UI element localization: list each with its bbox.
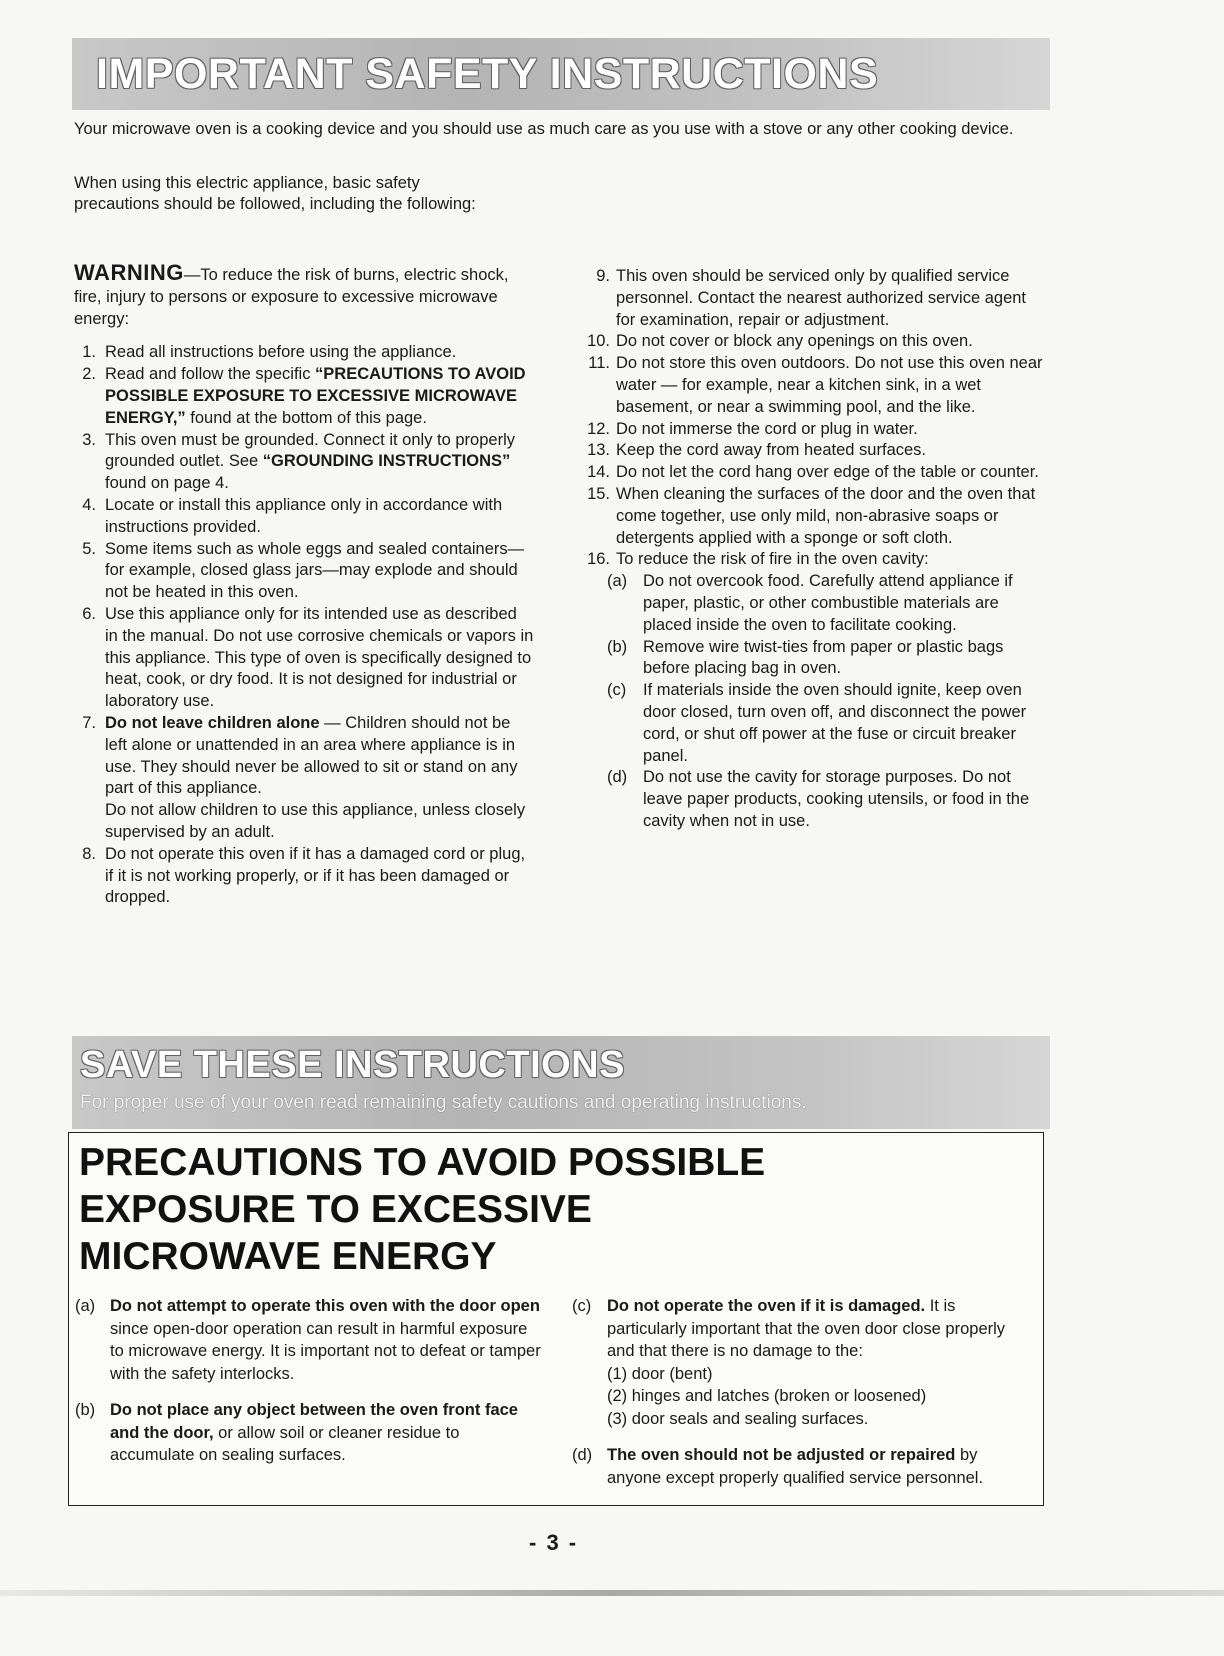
item-text: Some items such as whole eggs and sealed containers—for example, closed glass jars—may explode and should not be heated in this oven. xyxy=(105,539,525,602)
instruction-item-5 xyxy=(74,539,534,604)
item-number: 12. xyxy=(587,419,610,438)
precaution-letter: (b) xyxy=(75,1401,96,1419)
precautions-left-column xyxy=(75,1295,545,1481)
save-instructions-banner xyxy=(72,1036,1050,1129)
page-edge-divider xyxy=(0,1590,1224,1596)
damage-list xyxy=(607,1363,1032,1431)
item-text: Do not immerse the cord or plug in water. xyxy=(616,419,918,438)
precautions-box xyxy=(68,1132,1044,1506)
item-number: 6. xyxy=(82,604,96,623)
item-text: found on page 4. xyxy=(105,474,229,493)
item-text: When cleaning the surfaces of the door and the oven that come together, use only mild, non-abrasive soaps or detergents applied with a sponge or soft cloth. xyxy=(616,484,1036,547)
intro-paragraph-2: When using this electric appliance, basic safety precautions should be followed, including the following: xyxy=(74,174,476,213)
instruction-item-12 xyxy=(585,419,1047,441)
instruction-item-15 xyxy=(585,484,1047,549)
item-text: Keep the cord away from heated surfaces. xyxy=(616,441,927,460)
item-text: Do not operate this oven if it has a damaged cord or plug, if it is not working properly, or if it has been damaged or dropped. xyxy=(105,844,526,907)
item-text: Locate or install this appliance only in accordance with instructions provided. xyxy=(105,495,503,536)
item-number: 15. xyxy=(587,484,610,503)
item-bold-text: Do not leave children alone xyxy=(105,713,320,732)
item-text: found at the bottom of this page. xyxy=(185,408,427,427)
item-bold-text: “GROUNDING INSTRUCTIONS” xyxy=(262,452,511,471)
precaution-text: by anyone except properly qualified service personnel. xyxy=(607,1446,984,1487)
item-text: Do not store this oven outdoors. Do not use this oven near water — for example, near a kitchen sink, in a wet basement, or near a swimming pool, and the like. xyxy=(616,354,1043,416)
precaution-bold-text: Do not attempt to operate this oven with the door open xyxy=(110,1297,540,1315)
instruction-item-6 xyxy=(74,604,534,713)
item-text: Do not cover or block any openings on this oven. xyxy=(616,332,973,351)
item-text: — Children should not be left alone or unattended in an area where appliance is in use. They should never be allowed to sit or stand on any part of this appliance. xyxy=(105,713,518,798)
precaution-text: or allow soil or cleaner residue to accumulate on sealing surfaces. xyxy=(110,1423,460,1464)
precautions-title-line: PRECAUTIONS TO AVOID POSSIBLE xyxy=(79,1141,766,1184)
save-instructions-title: SAVE THESE INSTRUCTIONS xyxy=(80,1044,625,1086)
item-number: 2. xyxy=(82,365,96,384)
precaution-item-a xyxy=(75,1295,545,1385)
warning-lead xyxy=(74,262,534,330)
precaution-bold-text: Do not place any object between the oven front face and the door, xyxy=(110,1401,518,1442)
instruction-subitem-16c xyxy=(585,680,1047,767)
subitem-text: Do not overcook food. Carefully attend appliance if paper, plastic, or other combustible materials are placed inside the oven to facilitate cooking. xyxy=(643,572,1013,634)
instruction-item-13 xyxy=(585,440,1047,462)
instruction-item-1 xyxy=(74,342,534,364)
item-text: Read all instructions before using the appliance. xyxy=(105,343,457,362)
precautions-title-line: MICROWAVE ENERGY xyxy=(79,1235,497,1278)
header-banner xyxy=(72,38,1050,110)
intro-paragraph-1: Your microwave oven is a cooking device and you should use as much care as you use with a stove or any other cooking device. xyxy=(74,120,1014,138)
item-number: 7. xyxy=(82,713,96,732)
precaution-bold-text: The oven should not be adjusted or repaired xyxy=(607,1446,956,1464)
instruction-item-3 xyxy=(74,430,534,495)
item-number: 14. xyxy=(587,463,610,482)
damage-list-item: (3) door seals and sealing surfaces. xyxy=(607,1409,869,1428)
item-text: Read and follow the specific xyxy=(105,365,316,384)
instruction-item-2 xyxy=(74,364,534,429)
precautions-title-line: EXPOSURE TO EXCESSIVE xyxy=(79,1188,592,1231)
instruction-item-11 xyxy=(585,353,1047,418)
item-number: 13. xyxy=(587,441,610,460)
item-text: To reduce the risk of fire in the oven cavity: xyxy=(616,550,929,569)
precaution-item-b xyxy=(75,1399,545,1467)
precaution-bold-text: Do not operate the oven if it is damaged. xyxy=(607,1297,926,1315)
precaution-letter: (a) xyxy=(75,1297,96,1315)
item-number: 4. xyxy=(82,495,96,514)
instruction-subitem-16d xyxy=(585,767,1047,832)
instruction-item-4 xyxy=(74,495,534,539)
page-number: - 3 - xyxy=(529,1530,579,1555)
instructions-right-column xyxy=(585,266,1047,833)
warning-label: WARNING xyxy=(74,260,184,285)
item-number: 8. xyxy=(82,844,96,863)
subitem-letter: (c) xyxy=(607,681,627,700)
precautions-title xyxy=(79,1139,765,1280)
subitem-letter: (b) xyxy=(607,637,628,656)
instruction-subitem-16a xyxy=(585,571,1047,636)
item-text: Use this appliance only for its intended use as described in the manual. Do not use corrosive chemicals or vapors in this appliance. This type of oven is specifically designed to heat, cook, or dry food. It is not designed for industrial or laboratory use. xyxy=(105,604,534,711)
item-number: 5. xyxy=(82,539,96,558)
instruction-item-10 xyxy=(585,331,1047,353)
item-extra-text: Do not allow children to use this appliance, unless closely supervised by an adult. xyxy=(105,801,526,841)
save-instructions-subtitle: For proper use of your oven read remaining safety cautions and operating instructions. xyxy=(80,1092,807,1113)
item-number: 10. xyxy=(587,332,610,351)
item-number: 11. xyxy=(588,354,610,373)
precaution-letter: (c) xyxy=(572,1297,592,1315)
precaution-item-c xyxy=(572,1295,1032,1430)
precaution-text: It is particularly important that the oven door close properly and that there is no damage to the: xyxy=(607,1297,1006,1360)
damage-list-item: (1) door (bent) xyxy=(607,1364,713,1383)
precaution-item-d xyxy=(572,1444,1032,1489)
page-title: IMPORTANT SAFETY INSTRUCTIONS xyxy=(96,50,879,98)
precaution-text: since open-door operation can result in harmful exposure to microwave energy. It is important not to defeat or tamper with the safety interlocks. xyxy=(110,1319,541,1383)
instruction-item-9 xyxy=(585,266,1047,331)
instruction-item-8 xyxy=(74,844,534,909)
precautions-right-column xyxy=(572,1295,1032,1503)
item-number: 3. xyxy=(82,430,96,449)
instruction-item-14 xyxy=(585,462,1047,484)
instructions-left-column xyxy=(74,262,534,909)
warning-text: —To reduce the risk of burns, electric shock, fire, injury to persons or exposure to excessive microwave energy: xyxy=(74,266,509,328)
subitem-letter: (a) xyxy=(607,572,628,591)
subitem-letter: (d) xyxy=(607,768,628,787)
instruction-item-7 xyxy=(74,713,534,844)
subitem-text: Do not use the cavity for storage purposes. Do not leave paper products, cooking utensils, or food in the cavity when not in use. xyxy=(643,768,1030,830)
item-number: 16. xyxy=(587,550,610,569)
damage-list-item: (2) hinges and latches (broken or loosened) xyxy=(607,1387,927,1405)
subitem-text: If materials inside the oven should ignite, keep oven door closed, turn oven off, and disconnect the power cord, or shut off power at the fuse or circuit breaker panel. xyxy=(643,681,1027,765)
item-number: 1. xyxy=(82,343,96,362)
subitem-text: Remove wire twist-ties from paper or plastic bags before placing bag in oven. xyxy=(643,637,1004,678)
item-bold-text: “PRECAUTIONS TO AVOID POSSIBLE EXPOSURE TO EXCESSIVE MICROWAVE ENERGY,” xyxy=(105,365,526,427)
item-text: Do not let the cord hang over edge of the table or counter. xyxy=(616,463,1039,482)
item-text: This oven should be serviced only by qualified service personnel. Contact the nearest authorized service agent for examination, repair or adjustment. xyxy=(616,267,1027,329)
item-number: 9. xyxy=(596,267,610,285)
precaution-letter: (d) xyxy=(572,1446,593,1464)
instruction-subitem-16b xyxy=(585,637,1047,681)
instruction-item-16 xyxy=(585,549,1047,571)
item-text: This oven must be grounded. Connect it only to properly grounded outlet. See xyxy=(105,430,515,471)
